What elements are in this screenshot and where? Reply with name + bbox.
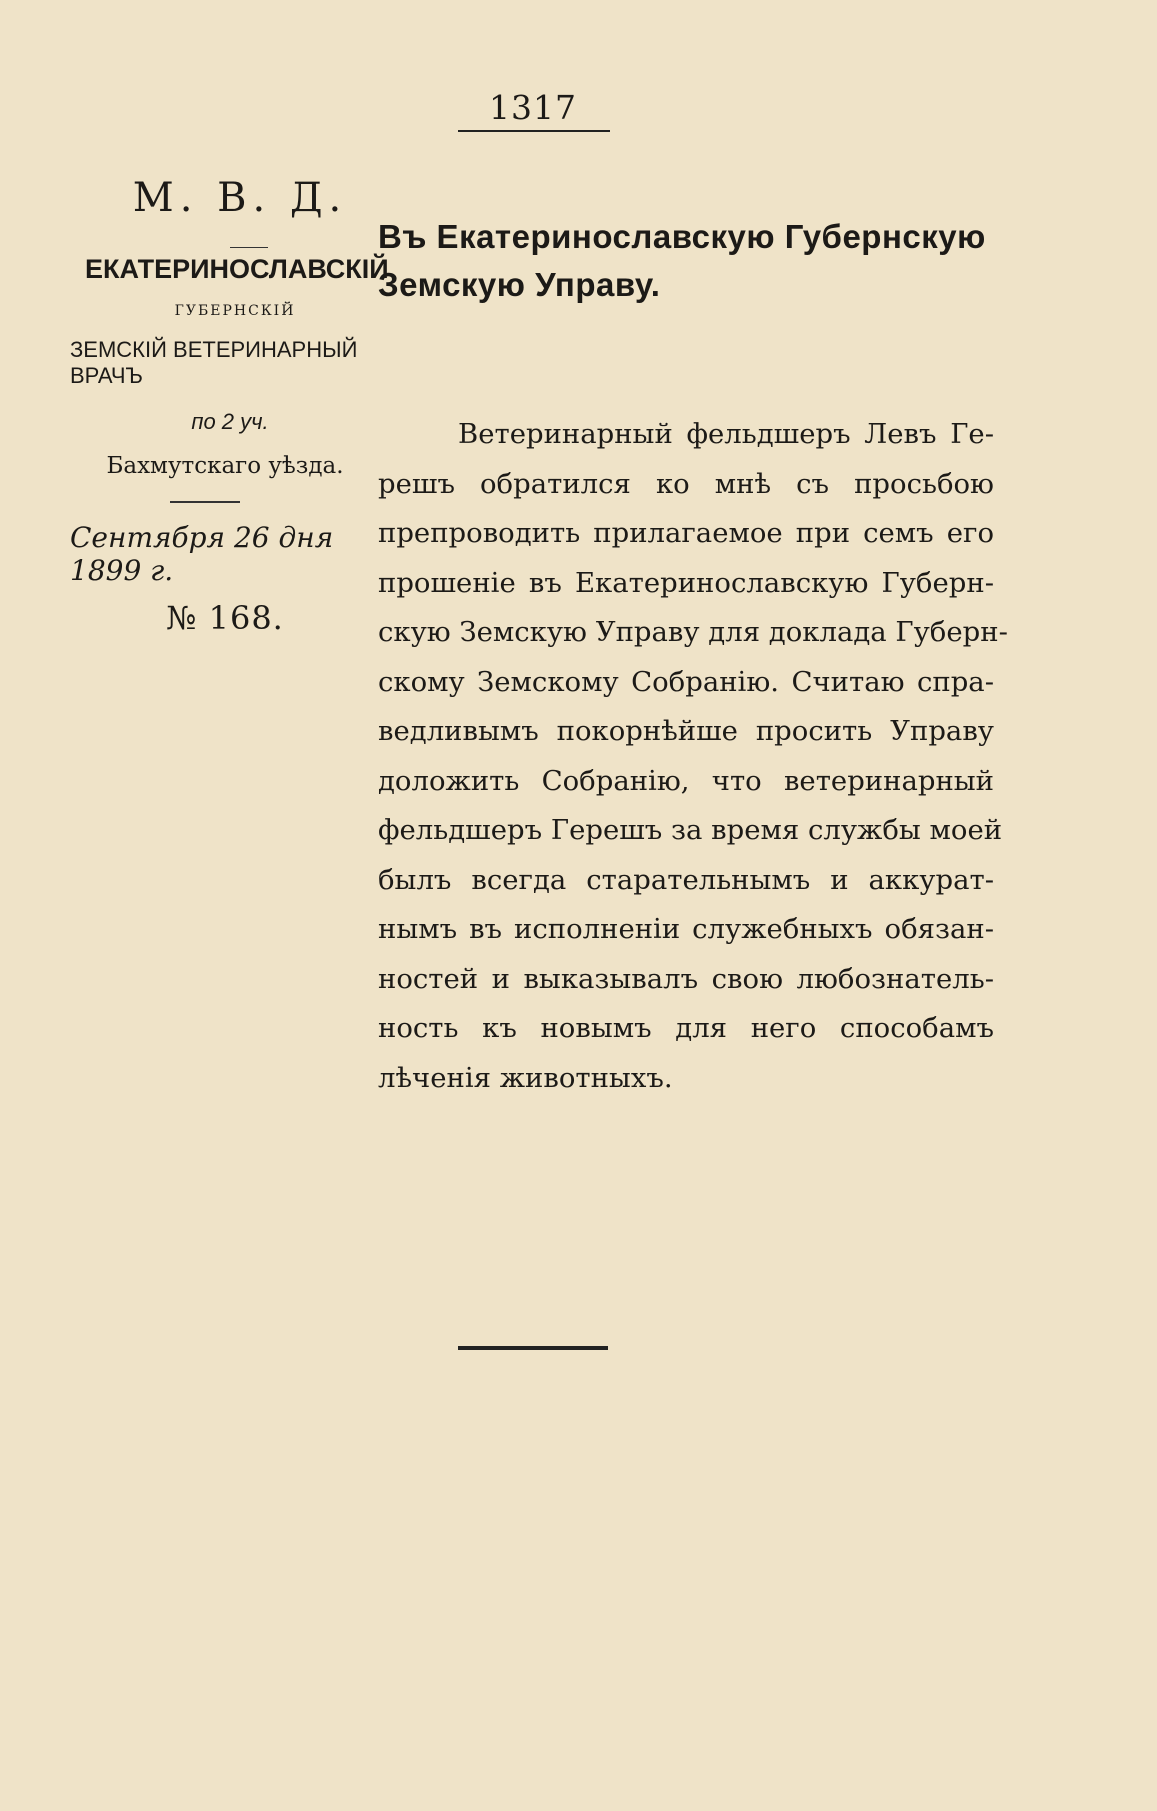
body-line: доложить Собранію, что ветеринарный <box>378 764 994 797</box>
body-line: ность къ новымъ для него способамъ <box>378 1012 994 1044</box>
body-line: нымъ въ исполненіи служебныхъ обязан- <box>378 913 994 945</box>
district-number: по 2 уч. <box>191 409 269 434</box>
document-date: Сентября 26 дня 1899 г. <box>70 521 334 587</box>
body-line: решъ обратился ко мнѣ съ просьбою <box>378 467 994 500</box>
page-number: 1317 <box>489 88 577 127</box>
body-line: прошеніе въ Екатеринославскую Губерн- <box>378 566 994 599</box>
ministry-abbreviation: М. В. Д. <box>132 175 348 221</box>
letterhead <box>60 175 390 637</box>
body-line: лѣченія животныхъ. <box>378 1061 673 1094</box>
letterhead-divider <box>170 501 240 503</box>
body-line: былъ всегда старательнымъ и аккурат- <box>378 863 994 896</box>
addressee <box>378 213 1018 309</box>
body-line: ведливымъ покорнѣйше просить Управу <box>378 715 994 747</box>
county-name: Бахмутскаго уѣзда. <box>106 453 344 479</box>
addressee-line-1: Въ Екатеринославскую Губернскую <box>378 218 986 255</box>
body-line: ностей и выказывалъ свою любознатель- <box>378 962 994 995</box>
document-number: № 168. <box>166 599 284 637</box>
closing-rule <box>458 1346 608 1350</box>
body-line: скому Земскому Собранію. Считаю спра- <box>378 665 994 698</box>
header-divider <box>230 247 268 248</box>
organization-level: ГУБЕРНСКІЙ <box>174 303 296 319</box>
page-number-underline <box>458 130 610 132</box>
official-title: ЗЕМСКІЙ ВЕТЕРИНАРНЫЙ ВРАЧЪ <box>70 337 358 388</box>
body-line: Ветеринарный фельдшеръ Левъ Ге- <box>458 418 994 450</box>
letter-body <box>378 410 1008 1103</box>
body-line: препроводить прилагаемое при семъ его <box>378 517 994 549</box>
organization-name: ЕКАТЕРИНОСЛАВСКІЙ <box>85 254 389 284</box>
body-line: скую Земскую Управу для доклада Губерн- <box>378 616 1008 648</box>
addressee-line-2: Земскую Управу. <box>378 266 661 303</box>
body-line: фельдшеръ Герешъ за время службы моей <box>378 814 1003 846</box>
